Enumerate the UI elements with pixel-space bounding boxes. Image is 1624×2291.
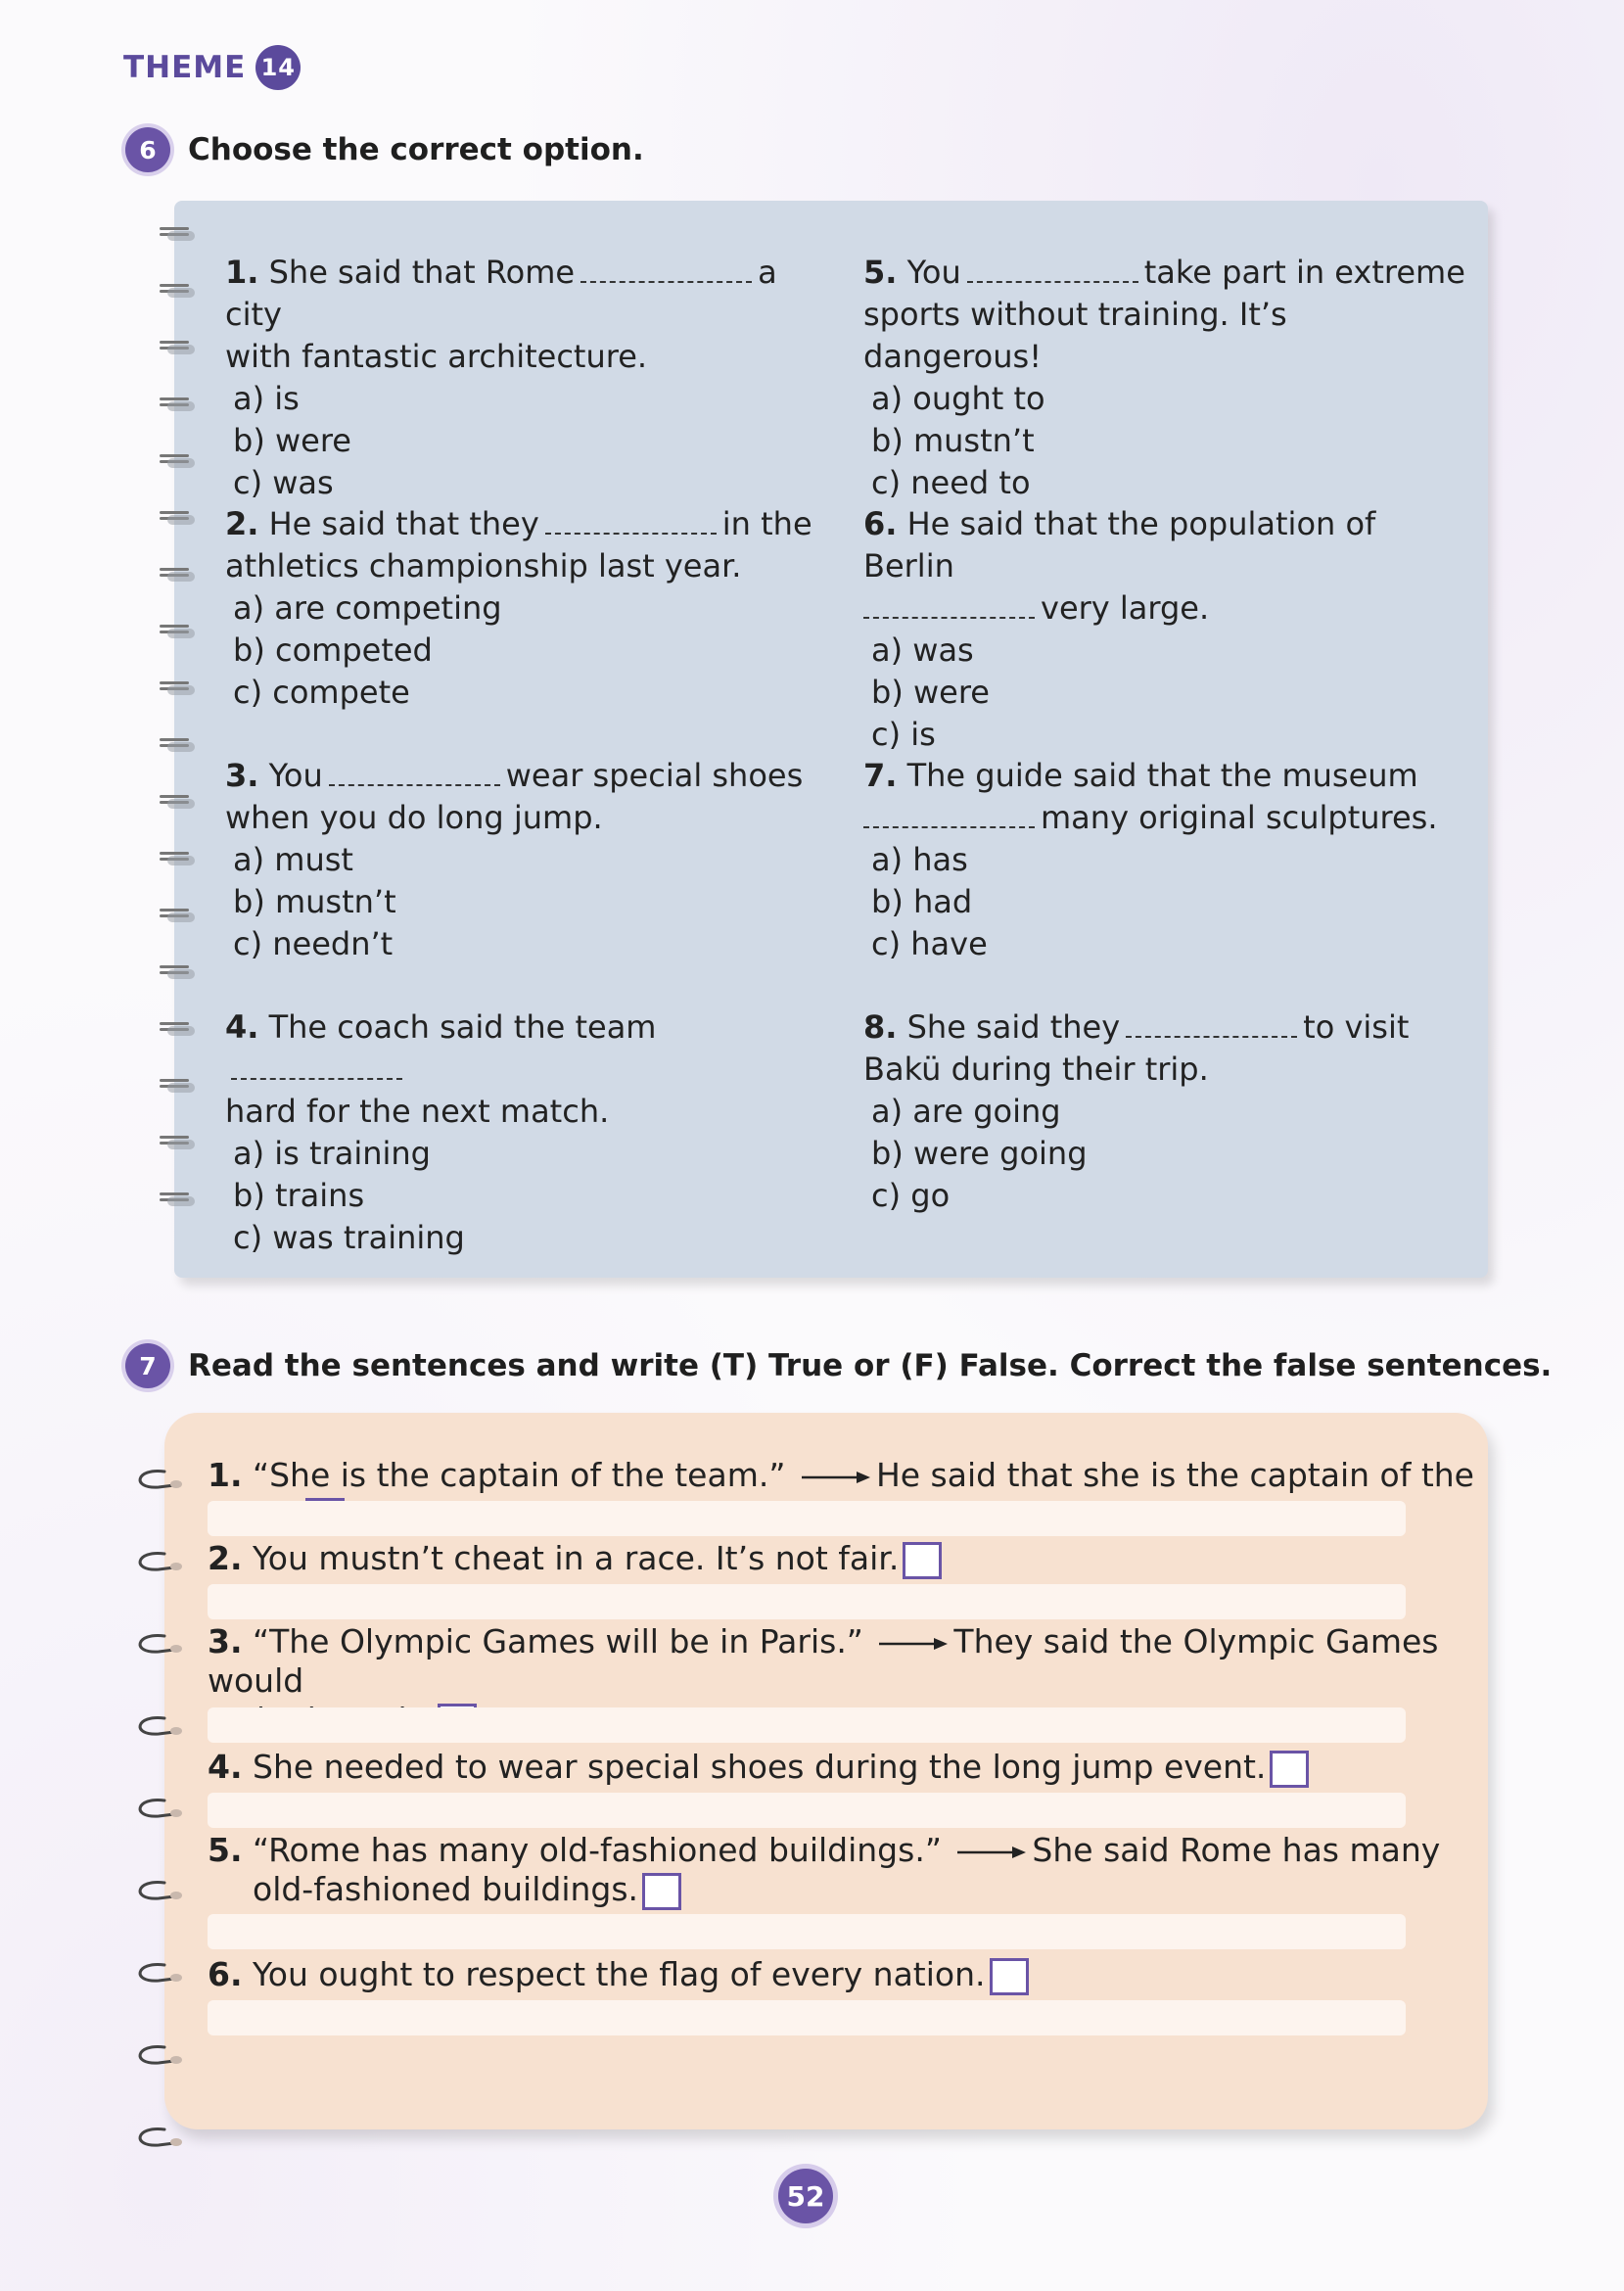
option-c[interactable]: c) was training [233, 1219, 465, 1256]
spiral-binding-icon [160, 736, 195, 754]
question-text-line2: many original sculptures. [1041, 799, 1438, 836]
question-text-line2: when you do long jump. [225, 799, 603, 836]
question-text-after: to visit [1303, 1008, 1410, 1046]
answer-blank[interactable] [863, 799, 1035, 828]
option-c[interactable]: c) compete [233, 674, 410, 711]
question-number: 5. [863, 254, 898, 291]
spiral-binding-icon [160, 339, 195, 356]
option-c[interactable]: c) needn’t [233, 925, 394, 962]
sentence-number: 5. [208, 1831, 243, 1869]
correction-line[interactable] [208, 1793, 1406, 1828]
spiral-binding-icon [160, 1134, 195, 1151]
option-b[interactable]: b) were going [871, 1135, 1088, 1172]
spiral-binding-icon [129, 1466, 188, 1493]
option-a[interactable]: a) was [871, 631, 974, 669]
option-c[interactable]: c) have [871, 925, 988, 962]
page-number-badge: 52 [778, 2169, 833, 2223]
question-number: 6. [863, 505, 898, 542]
option-c[interactable]: c) is [871, 716, 936, 753]
sentence-2 [208, 1539, 1490, 1579]
spiral-binding-icon [160, 1191, 195, 1208]
question-text-before: The guide said that the museum [906, 757, 1418, 794]
spiral-binding-icon [129, 1712, 188, 1740]
sentence-5 [208, 1831, 1490, 1910]
theme-header [123, 45, 301, 90]
spiral-binding-icon [129, 1630, 188, 1658]
sentence-number: 1. [208, 1456, 243, 1494]
true-false-checkbox[interactable] [642, 1873, 681, 1910]
question-number: 2. [225, 505, 259, 542]
correction-line[interactable] [208, 1584, 1406, 1619]
question-text-before: He said that they [268, 505, 539, 542]
spiral-binding-icon [160, 452, 195, 470]
sentence-number: 6. [208, 1955, 243, 1993]
spiral-binding-icon [160, 679, 195, 697]
sentence-reported: You ought to respect the flag of every nation. [253, 1955, 986, 1993]
theme-number-badge: 14 [255, 45, 301, 90]
sentence-6 [208, 1955, 1490, 1995]
spiral-binding-icon [160, 396, 195, 413]
question-6 [863, 503, 1470, 756]
question-text-before: The coach said the team [268, 1008, 657, 1046]
spiral-binding-icon [129, 1795, 188, 1822]
question-text-before: You [906, 254, 961, 291]
task7-title: Read the sentences and write (T) True or (F) False. Correct the false sentences. [188, 1348, 1553, 1383]
arrow-right-icon [802, 1470, 870, 1485]
question-8 [863, 1006, 1470, 1217]
question-text-after: in the [721, 505, 812, 542]
question-1 [225, 252, 832, 504]
task6-heading [125, 127, 644, 172]
question-text-after: a city [225, 254, 777, 333]
true-false-checkbox[interactable] [1270, 1751, 1309, 1788]
question-7 [863, 755, 1470, 965]
question-2 [225, 503, 832, 714]
answer-blank[interactable] [545, 505, 717, 535]
option-a[interactable]: a) ought to [871, 380, 1045, 417]
question-text-line2: sports without training. It’s dangerous! [863, 296, 1287, 375]
spiral-binding-icon [160, 566, 195, 584]
correction-line[interactable] [208, 1914, 1406, 1949]
option-b[interactable]: b) had [871, 883, 973, 920]
sentence-4 [208, 1748, 1490, 1788]
question-text-before: You [268, 757, 323, 794]
answer-blank[interactable] [1126, 1008, 1297, 1038]
task6-title: Choose the correct option. [188, 132, 644, 167]
task7-number-badge: 7 [125, 1343, 170, 1388]
option-a[interactable]: a) is [233, 380, 300, 417]
answer-blank[interactable] [580, 254, 752, 283]
option-a[interactable]: a) has [871, 841, 968, 878]
sentence-reported: You mustn’t cheat in a race. It’s not fair. [253, 1539, 900, 1577]
spiral-binding-icon [160, 509, 195, 527]
task6-number-badge: 6 [125, 127, 170, 172]
option-b[interactable]: b) mustn’t [233, 883, 396, 920]
sentence-number: 3. [208, 1622, 243, 1660]
spiral-binding-icon [129, 2041, 188, 2069]
correction-line[interactable] [208, 2000, 1406, 2035]
sentence-quote: “She is the captain of the team.” [253, 1456, 786, 1494]
spiral-binding-icon [129, 1548, 188, 1575]
question-text-line2: very large. [1041, 589, 1210, 627]
question-text-after: take part in extreme [1143, 254, 1465, 291]
sentence-reported: He said that she is the captain of the [875, 1456, 1474, 1494]
question-number: 8. [863, 1008, 898, 1046]
answer-blank[interactable] [967, 254, 1138, 283]
option-a[interactable]: a) are going [871, 1093, 1061, 1130]
question-number: 7. [863, 757, 898, 794]
sentence-quote: “The Olympic Games will be in Paris.” [253, 1622, 863, 1660]
question-text-before: He said that the population of Berlin [863, 505, 1376, 584]
correction-line[interactable] [208, 1501, 1406, 1536]
question-3 [225, 755, 832, 965]
spiral-binding-icon [129, 1877, 188, 1904]
spiral-binding-icon [160, 623, 195, 640]
option-b[interactable]: b) competed [233, 631, 433, 669]
question-text-line2: with fantastic architecture. [225, 338, 648, 375]
question-number: 4. [225, 1008, 259, 1046]
spiral-binding-icon [160, 225, 195, 243]
sentence-quote: “Rome has many old-fashioned buildings.” [253, 1831, 942, 1869]
question-text-line2: Bakü during their trip. [863, 1051, 1209, 1088]
sentence-number: 2. [208, 1539, 243, 1577]
question-text-before: She said they [906, 1008, 1121, 1046]
option-a[interactable]: a) are competing [233, 589, 502, 627]
question-text-line2: hard for the next match. [225, 1093, 610, 1130]
true-false-checkbox[interactable] [903, 1542, 942, 1579]
option-c[interactable]: c) need to [871, 464, 1031, 501]
answer-blank[interactable] [329, 757, 500, 786]
arrow-right-icon [879, 1636, 948, 1652]
spiral-binding-icon [160, 793, 195, 811]
option-b[interactable]: b) mustn’t [871, 422, 1035, 459]
question-number: 1. [225, 254, 259, 291]
question-number: 3. [225, 757, 259, 794]
question-5 [863, 252, 1470, 504]
true-false-checkbox[interactable] [990, 1958, 1029, 1995]
spiral-binding-icon [160, 282, 195, 300]
spiral-binding-icon [129, 2124, 188, 2151]
option-c[interactable]: c) was [233, 464, 334, 501]
option-a[interactable]: a) is training [233, 1135, 431, 1172]
sentence-reported: They said the Olympic Games would [208, 1622, 1439, 1700]
sentence-continuation: old-fashioned buildings. [253, 1870, 639, 1908]
option-b[interactable]: b) were [871, 674, 990, 711]
arrow-right-icon [957, 1845, 1026, 1860]
question-4 [225, 1006, 832, 1259]
option-b[interactable]: b) trains [233, 1177, 365, 1214]
sentence-reported: She said Rome has many [1032, 1831, 1441, 1869]
option-a[interactable]: a) must [233, 841, 353, 878]
spiral-binding-icon [160, 1077, 195, 1095]
spiral-binding-icon [160, 963, 195, 981]
task7-heading [125, 1343, 1552, 1388]
correction-line[interactable] [208, 1707, 1406, 1743]
sentence-number: 4. [208, 1748, 243, 1786]
answer-blank[interactable] [231, 1051, 402, 1080]
spiral-binding-icon [129, 1959, 188, 1987]
sentence-reported: She needed to wear special shoes during the long jump event. [253, 1748, 1267, 1786]
option-b[interactable]: b) were [233, 422, 351, 459]
theme-label: THEME [123, 50, 247, 85]
question-text-line2: athletics championship last year. [225, 547, 742, 584]
spiral-binding-icon [160, 850, 195, 867]
answer-blank[interactable] [863, 589, 1035, 619]
question-text-before: She said that Rome [268, 254, 576, 291]
spiral-binding-icon [160, 1020, 195, 1038]
spiral-binding-icon [160, 907, 195, 924]
option-c[interactable]: c) go [871, 1177, 951, 1214]
question-text-after: wear special shoes [505, 757, 804, 794]
